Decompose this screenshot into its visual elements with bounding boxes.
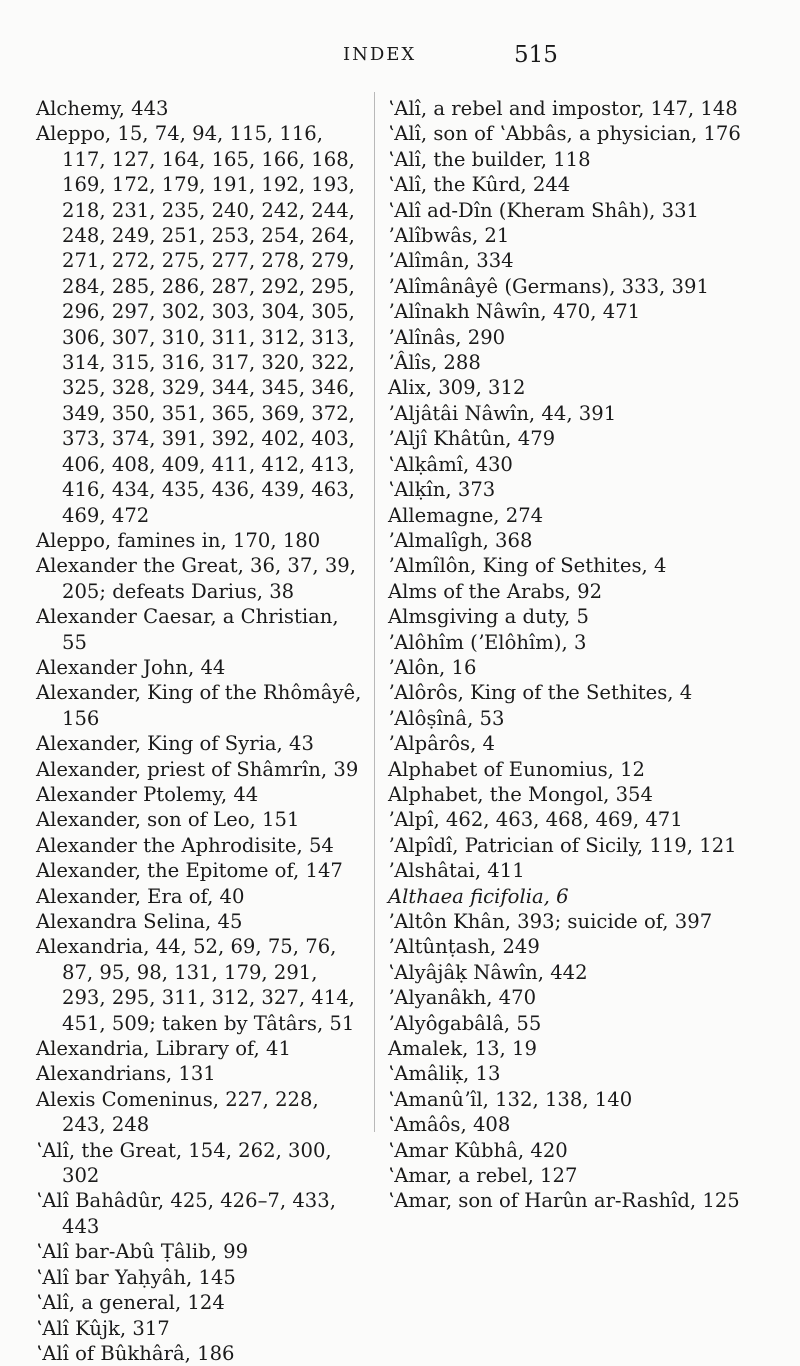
- index-entry: ʽAlî, son of ʽAbbâs, a physician, 176: [388, 122, 741, 146]
- index-entry: ʼAlyanâkh, 470: [388, 986, 537, 1010]
- index-entry: Alexander, King of Syria, 43: [36, 732, 314, 756]
- index-entry: ʼAlmalîgh, 368: [388, 528, 533, 552]
- index-entry: ʼAlshâtai, 411: [388, 859, 525, 883]
- index-entry: Alexandrians, 131: [36, 1062, 216, 1086]
- index-entry: ʽAlî of Bûkhârâ, 186: [36, 1341, 235, 1365]
- index-column-left: [36, 96, 366, 1366]
- index-entry: Alexander, the Epitome of, 147: [36, 859, 343, 883]
- index-entry: ʽAlyâjâḳ Nâwîn, 442: [388, 960, 588, 984]
- index-entry: ʼÂlîs, 288: [388, 351, 481, 375]
- index-entry: ʼAlôhîm (ʼElôhîm), 3: [388, 630, 587, 654]
- index-entry: Amalek, 13, 19: [388, 1037, 537, 1061]
- index-entry: Alexandria, 44, 52, 69, 75, 76, 87, 95, 98, 131, 179, 291, 293, 295, 311, 312, 327, 414, 451, 509; taken by Tâtârs, 51: [36, 935, 355, 1035]
- page-number: 515: [514, 42, 558, 68]
- index-entry: ʼAlôn, 16: [388, 655, 477, 679]
- index-entry: Alexis Comeninus, 227, 228, 243, 248: [36, 1087, 319, 1137]
- index-entry: Alexander the Aphrodisite, 54: [36, 833, 334, 857]
- index-entry: ʼAlôṣînâ, 53: [388, 706, 505, 730]
- index-entry: ʼAltôn Khân, 393; suicide of, 397: [388, 910, 713, 933]
- index-entry: Alexander Caesar, a Christian, 55: [36, 605, 339, 654]
- index-entry: Alexandria, Library of, 41: [36, 1037, 291, 1061]
- index-entry: Alexander, King of the Rhômâyê, 156: [36, 681, 362, 730]
- index-entry: Alexander the Great, 36, 37, 39, 205; defeats Darius, 38: [36, 554, 356, 603]
- index-entry: ʽAlî ad-Dîn (Kheram Shâh), 331: [388, 198, 700, 222]
- index-entry: ʽAlî Kûjk, 317: [36, 1316, 170, 1340]
- index-entry: Alix, 309, 312: [388, 376, 526, 400]
- index-entry: ʼAlyôgabâlâ, 55: [388, 1011, 542, 1035]
- index-entry: Alexandra Selina, 45: [36, 910, 243, 933]
- index-entry: Allemagne, 274: [388, 503, 544, 527]
- index-entry: ʽAlî bar Yaḥyâh, 145: [36, 1265, 236, 1289]
- index-entry: Alchemy, 443: [36, 97, 169, 120]
- index-entry: Alexander John, 44: [36, 655, 226, 679]
- index-entry: ʽAmâliḳ, 13: [388, 1062, 501, 1086]
- index-entry: ʽAlḳîn, 373: [388, 478, 496, 502]
- index-entry: ʼAljâtâi Nâwîn, 44, 391: [388, 401, 617, 425]
- index-entry: Aleppo, 15, 74, 94, 115, 116, 117, 127, 164, 165, 166, 168, 169, 172, 179, 191, 192, 193, 218, 231, 235, 240, 242, 244, 248, 249, 251, 253, 254, 264, 271, 272, 275, 277, 278, 279, 284, 285, 286, 287, 292, 295, 296, 297, 302, 303, 304, 305, 306, 307, 310, 311, 312, 313, 314, 315, 316, 317, 320, 322, 325, 328, 329, 344, 345, 346, 349, 350, 351, 365, 369, 372, 373, 374, 391, 392, 402, 403, 406, 408, 409, 411, 412, 413, 416, 434, 435, 436, 439, 463, 469, 472: [36, 122, 355, 527]
- index-entry: Alexander, Era of, 40: [36, 884, 245, 908]
- index-entry: ʽAlî Bahâdûr, 425, 426–7, 433, 443: [36, 1189, 336, 1238]
- index-entry: Alphabet, the Mongol, 354: [388, 782, 653, 806]
- index-entry: ʽAmar, son of Harûn ar-Rashîd, 125: [388, 1189, 740, 1213]
- index-entry: Alphabet of Eunomius, 12: [388, 757, 646, 781]
- index-entry: ʼAlpârôs, 4: [388, 732, 496, 756]
- index-entry: ʽAmar Kûbhâ, 420: [388, 1138, 568, 1162]
- running-head: INDEX: [343, 44, 417, 65]
- index-entry: ʼAltûnṭash, 249: [388, 935, 540, 959]
- index-entry: ʼAlmîlôn, King of Sethites, 4: [388, 554, 667, 578]
- index-entry: Alexander Ptolemy, 44: [36, 782, 259, 806]
- index-entry: ʽAmar, a rebel, 127: [388, 1164, 578, 1188]
- index-entry: ʽAlî bar-Abû Ṭâlib, 99: [36, 1240, 249, 1264]
- index-entry-italic: Althaea ficifolia, 6: [388, 884, 569, 908]
- index-entry: Almsgiving a duty, 5: [388, 605, 589, 629]
- index-entry: ʼAljî Khâtûn, 479: [388, 427, 556, 451]
- index-entry: ʼAlpîdî, Patrician of Sicily, 119, 121: [388, 833, 737, 857]
- index-entry: ʽAlḳâmî, 430: [388, 452, 513, 476]
- index-entry: ʽAmâôs, 408: [388, 1113, 511, 1137]
- index-entry: ʼAlîmânâyê (Germans), 333, 391: [388, 274, 709, 298]
- index-entry: ʼAlînakh Nâwîn, 470, 471: [388, 300, 641, 324]
- index-entry: ʽAlî, the Great, 154, 262, 300, 302: [36, 1138, 332, 1188]
- index-entry: ʽAlî, the builder, 118: [388, 147, 591, 171]
- index-entry: Alexander, son of Leo, 151: [36, 808, 300, 832]
- index-entry: ʼAlôrôs, King of the Sethites, 4: [388, 681, 693, 705]
- index-entry: ʼAlîmân, 334: [388, 249, 514, 273]
- column-divider: [374, 92, 375, 1132]
- index-entry: ʼAlpî, 462, 463, 468, 469, 471: [388, 808, 683, 832]
- index-entry: ʽAmanûʼîl, 132, 138, 140: [388, 1087, 633, 1111]
- index-entry: ʼAlîbwâs, 21: [388, 224, 510, 248]
- index-entry: Alexander, priest of Shâmrîn, 39: [36, 757, 359, 781]
- index-entry: ʽAlî, a rebel and impostor, 147, 148: [388, 97, 738, 120]
- page-header: [0, 44, 800, 80]
- index-entry: ʼAlînâs, 290: [388, 325, 506, 349]
- index-column-right: [388, 96, 770, 1214]
- index-entry: Aleppo, famines in, 170, 180: [36, 528, 321, 552]
- index-entry: Alms of the Arabs, 92: [388, 579, 603, 603]
- index-entry: ʽAlî, the Kûrd, 244: [388, 173, 571, 197]
- index-entry: ʽAlî, a general, 124: [36, 1291, 225, 1315]
